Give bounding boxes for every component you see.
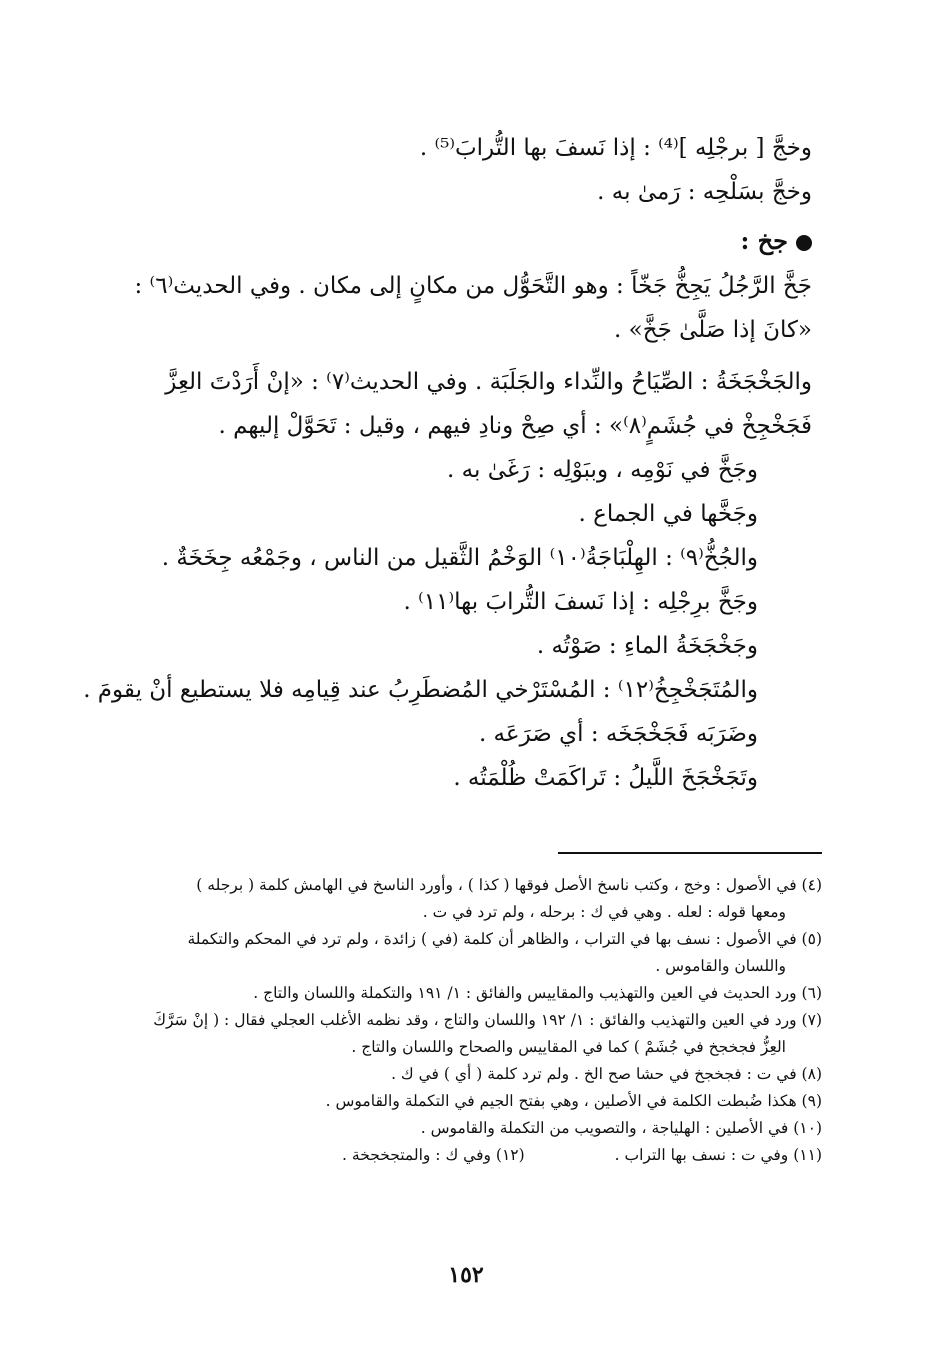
footnote-separator (558, 852, 822, 854)
text-line: وخجَّ بسَلْحِه : رَمىٰ به . (597, 179, 812, 205)
footnote-line: (٦) ورد الحديث في العين والتهذيب والمقاييس والفائق : ١/ ١٩١ والتكملة واللسان والتاج . (253, 984, 822, 1002)
footnotes (80, 872, 822, 1169)
text-line: وضَرَبَه فَجَخْجَخَه : أي صَرَعَه . (478, 721, 758, 747)
footnote-line: العِزُّ فجخجخ في جُشَمْ ) كما في المقاييس والصحاح واللسان والتاج . (351, 1038, 786, 1056)
text-line: وجَخَّ في نَوْمِه ، وببَوْلِه : رَغَىٰ به . (447, 457, 758, 483)
text-line: والمُتَجَخْجِخُ⁽١٢⁾ : المُسْتَرْخي المُضطَرِبُ عند قِيامِه فلا يستطيع أنْ يقومَ . (83, 677, 758, 703)
footnote-line: (٩) هكذا ضُبطت الكلمة في الأصلين ، وهي بفتح الجيم في التكملة والقاموس . (325, 1092, 822, 1110)
page-number: ١٥٢ (448, 1262, 484, 1288)
footnote-line (80, 1142, 822, 1169)
main-text (80, 126, 812, 800)
footnote-line: (٤) في الأصول : وخج ، وكتب ناسخ الأصل فوقها ( كذا ) ، وأورد الناسخ في الهامش كلمة ( برجله ) (196, 876, 822, 894)
footnote-line: واللسان والقاموس . (655, 957, 786, 975)
bullet-icon (796, 235, 812, 251)
text-line: وجَخَّ برِجْلِه : إذا نَسفَ التُّرابَ بها⁽١١⁾ . (403, 589, 758, 615)
text-line: وخجَّ [ برجْلِه ]⁽⁴⁾ : إذا نَسفَ بها التُّرابَ⁽⁵⁾ . (419, 135, 812, 161)
footnote-line: (٥) في الأصول : نسف بها في التراب ، والظاهر أن كلمة (في ) زائدة ، ولم ترد في المحكم والتكملة (187, 930, 822, 948)
footnote-12: (١٢) وفي ك : والمتجخجخة . (342, 1146, 525, 1164)
text-line: وتَجَخْجَخَ اللَّيلُ : تَراكَمَتْ ظُلْمَتُه . (453, 765, 758, 791)
entry-heading (80, 218, 812, 264)
text-line: وجَخَّها في الجماع . (578, 501, 758, 527)
paragraph-gap (80, 352, 812, 360)
footnote-line: (١٠) في الأصلين : الهلياجة ، والتصويب من التكملة والقاموس . (420, 1119, 822, 1137)
text-line: وجَخْجَخَةُ الماءِ : صَوْتُه . (536, 633, 758, 659)
footnote-line: ومعها قوله : لعله . وهي في ك : برحله ، ولم ترد في ت . (422, 903, 786, 921)
entry-heading-label: جخ : (740, 226, 788, 255)
text-line: والجُخُّ⁽٩⁾ : الهِلْبَاجَةُ⁽١٠⁾ الوَخْمُ الثَّقيل من الناس ، وجَمْعُه جِخَخَةٌ . (161, 545, 758, 571)
text-line: جَخَّ الرَّجُلُ يَجِخُّ جَخّاً : وهو التَّحَوُّل من مكانٍ إلى مكان . وفي الحديث⁽٦⁾ : (134, 273, 812, 299)
text-line: «كانَ إذا صَلَّىٰ جَخَّ» . (614, 317, 812, 343)
footnote-line: (٧) ورد في العين والتهذيب والفائق : ١/ ١٩٢ واللسان والتاج ، وقد نظمه الأغلب العجلي فقال : ( إنْ سَرَّكَ (153, 1011, 822, 1029)
footnote-11: (١١) وفي ت : نسف بها التراب . (614, 1146, 822, 1164)
footnote-line: (٨) في ت : فجخجخ في حشا صح الخ . ولم ترد كلمة ( أي ) في ك . (391, 1065, 822, 1083)
text-line: فَجَخْجِخْ في جُشَمٍ⁽٨⁾» : أي صِحْ ونادِ فيهم ، وقيل : تَحَوَّلْ إليهم . (218, 413, 812, 439)
text-line: والجَخْجَخَةُ : الصِّيَاحُ والنِّداء والجَلَبَة . وفي الحديث⁽٧⁾ : «إنْ أَرَدْتَ العِزَّ (165, 369, 812, 395)
